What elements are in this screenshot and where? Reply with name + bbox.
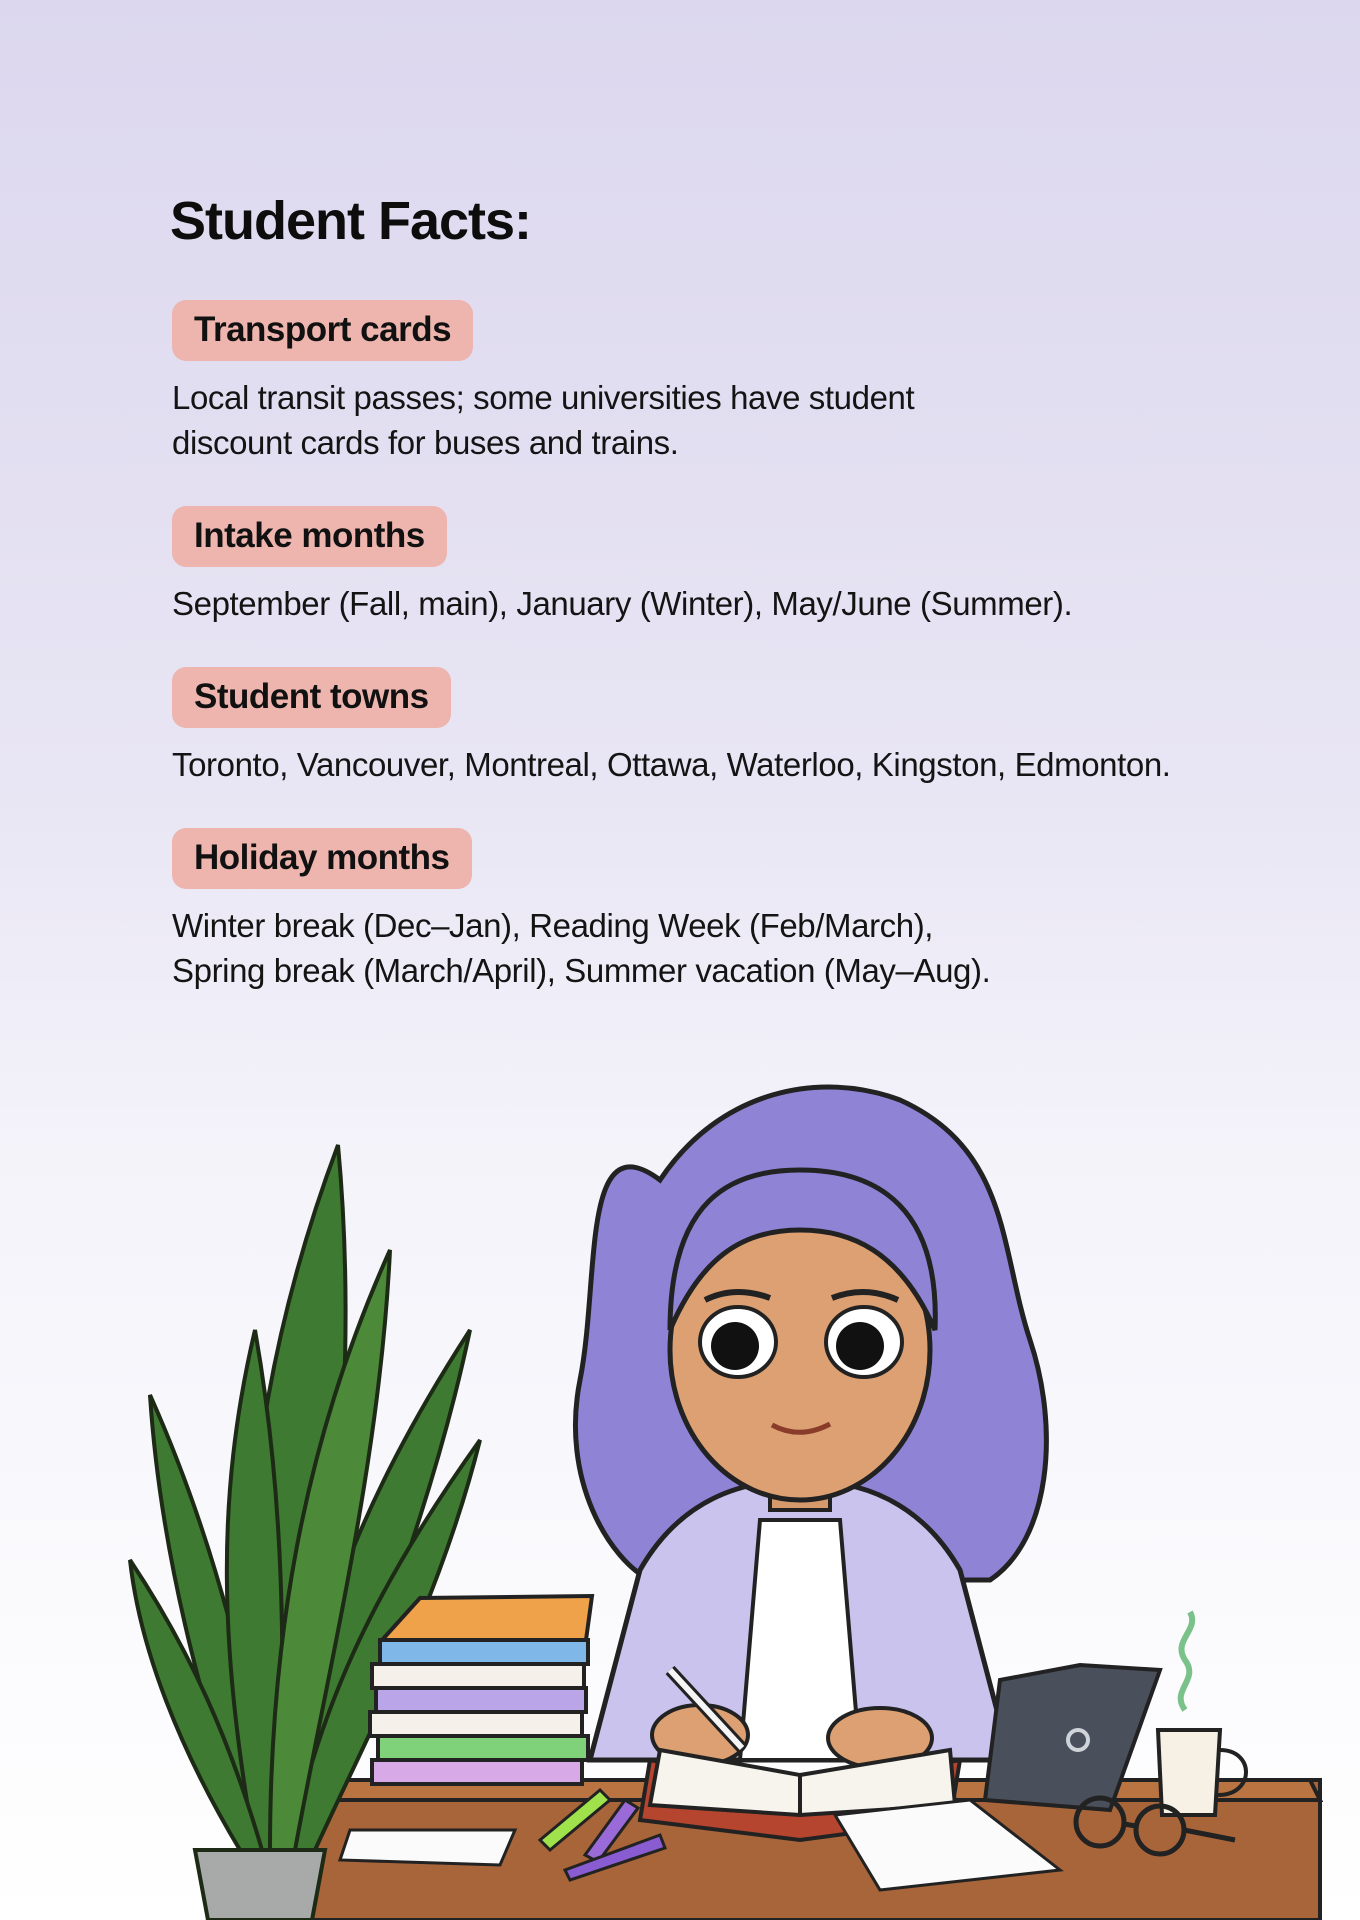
student-illustration <box>0 1060 1360 1920</box>
fact-description <box>172 581 1272 626</box>
fact-transport-cards <box>172 300 1272 465</box>
fact-label: Student towns <box>172 667 451 728</box>
fact-label: Transport cards <box>172 300 473 361</box>
page-title: Student Facts: <box>170 191 532 251</box>
fact-line: Winter break (Dec–Jan), Reading Week (Feb/March), <box>172 907 934 944</box>
fact-intake-months <box>172 506 1272 626</box>
book-stack-icon <box>370 1596 592 1784</box>
fact-student-towns <box>172 667 1272 787</box>
fact-description <box>172 375 1272 465</box>
fact-description <box>172 742 1272 787</box>
fact-label: Intake months <box>172 506 447 567</box>
fact-line: Local transit passes; some universities have student <box>172 379 915 416</box>
fact-line: discount cards for buses and trains. <box>172 424 679 461</box>
fact-line: Toronto, Vancouver, Montreal, Ottawa, Waterloo, Kingston, Edmonton. <box>172 746 1171 783</box>
fact-line: Spring break (March/April), Summer vacation (May–Aug). <box>172 952 991 989</box>
fact-label: Holiday months <box>172 828 472 889</box>
fact-line: September (Fall, main), January (Winter), May/June (Summer). <box>172 585 1073 622</box>
fact-holiday-months <box>172 828 1272 993</box>
fact-description <box>172 903 1272 993</box>
student-figure <box>575 1087 1046 1768</box>
